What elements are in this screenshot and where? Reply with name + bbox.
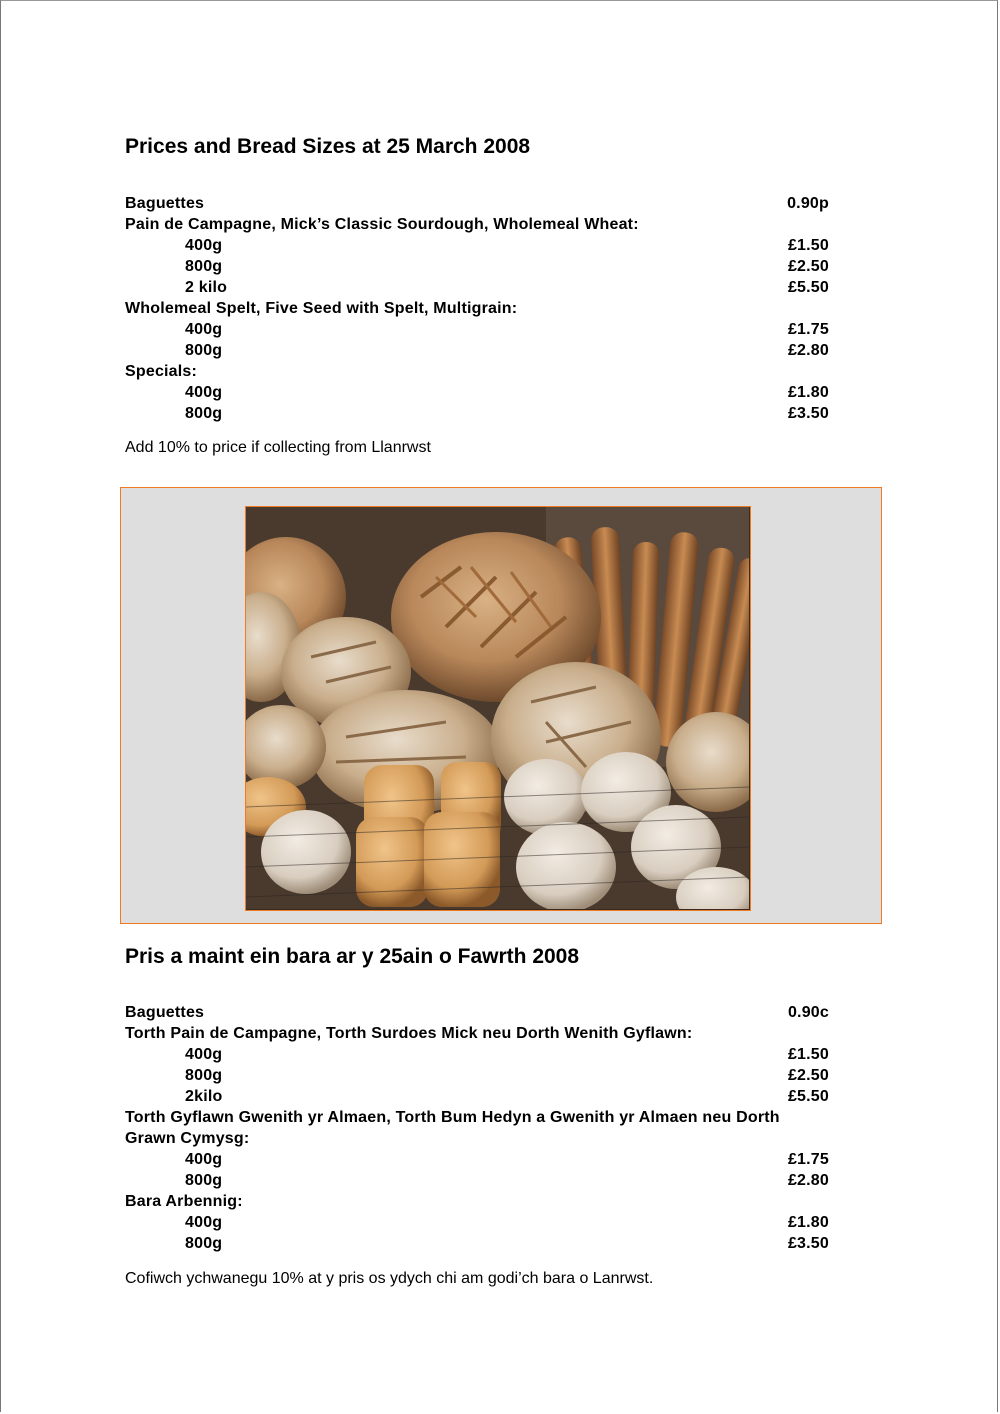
size-label: 800g — [185, 1235, 223, 1252]
item-price: £1.80 — [787, 1214, 829, 1231]
english-collection-note: Add 10% to price if collecting from Llanrwst — [125, 439, 431, 456]
category-heading — [125, 1107, 885, 1128]
item-price: £3.50 — [787, 405, 829, 422]
size-label: 2kilo — [185, 1088, 223, 1105]
item-price: £1.50 — [787, 237, 829, 254]
size-label: 800g — [185, 342, 223, 359]
price-row — [125, 1149, 885, 1170]
item-label: Baguettes — [125, 195, 205, 212]
category-heading — [125, 214, 885, 235]
size-label: 800g — [185, 1067, 223, 1084]
welsh-price-list — [125, 1002, 885, 1254]
category-label: Wholemeal Spelt, Five Seed with Spelt, Multigrain: — [125, 300, 518, 317]
category-heading — [125, 1023, 885, 1044]
welsh-title: Pris a maint ein bara ar y 25ain o Fawrth 2008 — [125, 945, 580, 968]
item-price: £1.80 — [787, 384, 829, 401]
category-heading — [125, 1128, 885, 1149]
welsh-collection-note: Cofiwch ychwanegu 10% at y pris os ydych chi am godi’ch bara o Lanrwst. — [125, 1270, 654, 1287]
size-label: 400g — [185, 384, 223, 401]
size-label: 800g — [185, 1172, 223, 1189]
price-row — [125, 1086, 885, 1107]
item-price: £2.80 — [787, 342, 829, 359]
price-row — [125, 1170, 885, 1191]
category-heading — [125, 298, 885, 319]
category-label: Pain de Campagne, Mick’s Classic Sourdough, Wholemeal Wheat: — [125, 216, 639, 233]
size-label: 400g — [185, 1214, 223, 1231]
item-price: 0.90c — [787, 1004, 829, 1021]
price-row — [125, 1044, 885, 1065]
size-label: 2 kilo — [185, 279, 228, 296]
english-title: Prices and Bread Sizes at 25 March 2008 — [125, 135, 531, 158]
item-price: £1.75 — [787, 321, 829, 338]
size-label: 400g — [185, 1046, 223, 1063]
item-price: £2.50 — [787, 1067, 829, 1084]
photo-frame — [120, 487, 882, 924]
item-price: £1.75 — [787, 1151, 829, 1168]
category-label: Torth Pain de Campagne, Torth Surdoes Mick neu Dorth Wenith Gyflawn: — [125, 1025, 693, 1042]
category-label: Bara Arbennig: — [125, 1193, 243, 1210]
item-price: £3.50 — [787, 1235, 829, 1252]
item-label: Baguettes — [125, 1004, 205, 1021]
category-label: Grawn Cymysg: — [125, 1130, 250, 1147]
category-heading — [125, 1191, 885, 1212]
category-heading — [125, 361, 885, 382]
bread-loaves-image — [246, 507, 749, 909]
price-row — [125, 1233, 885, 1254]
price-row — [125, 193, 885, 214]
size-label: 400g — [185, 1151, 223, 1168]
item-price: £2.50 — [787, 258, 829, 275]
price-row — [125, 256, 885, 277]
category-label: Torth Gyflawn Gwenith yr Almaen, Torth Bum Hedyn a Gwenith yr Almaen neu Dorth — [125, 1109, 780, 1126]
size-label: 800g — [185, 405, 223, 422]
item-price: £5.50 — [787, 279, 829, 296]
size-label: 400g — [185, 237, 223, 254]
price-row — [125, 403, 885, 424]
english-price-list — [125, 193, 885, 424]
item-price: £5.50 — [787, 1088, 829, 1105]
price-row — [125, 1065, 885, 1086]
price-row — [125, 277, 885, 298]
item-price: 0.90p — [787, 195, 829, 212]
bread-photo — [245, 506, 751, 911]
item-price: £1.50 — [787, 1046, 829, 1063]
size-label: 400g — [185, 321, 223, 338]
price-row — [125, 1002, 885, 1023]
price-row — [125, 319, 885, 340]
price-row — [125, 1212, 885, 1233]
price-row — [125, 235, 885, 256]
category-label: Specials: — [125, 363, 198, 380]
item-price: £2.80 — [787, 1172, 829, 1189]
price-row — [125, 340, 885, 361]
size-label: 800g — [185, 258, 223, 275]
price-row — [125, 382, 885, 403]
